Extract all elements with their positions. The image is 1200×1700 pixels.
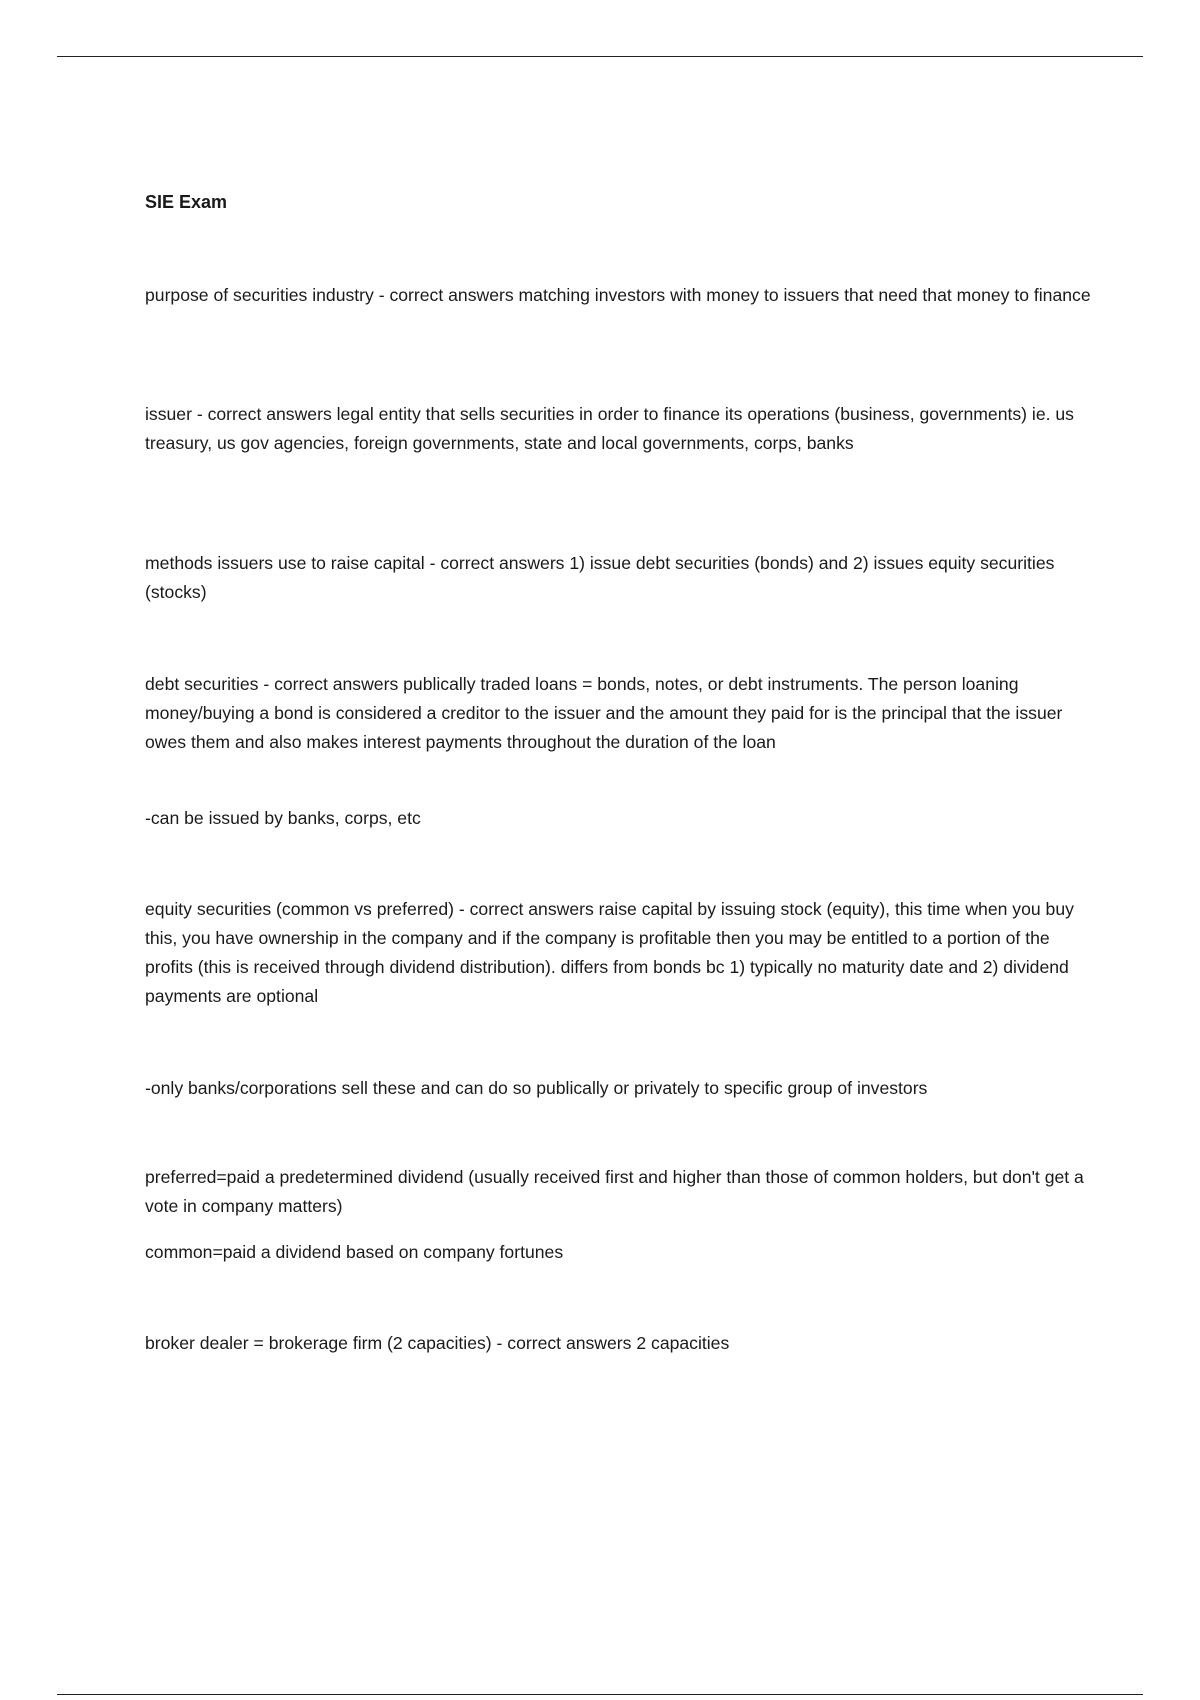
footer-rule [57,1694,1143,1695]
paragraph-issuer: issuer - correct answers legal entity that sells securities in order to finance its operations (business, governments) ie. us treasury, us gov agencies, foreign governments, state and local governments, corps, banks [145,404,1074,453]
paragraph-equity-securities: equity securities (common vs preferred) - correct answers raise capital by issuing stock (equity), this time when you buy this, you have ownership in the company and if the company is profitable then you may be entitled to a portion of the profits (this is received through dividend distribution). differs from bonds bc 1) typically no maturity date and 2) dividend payments are optional [145,899,1074,1006]
paragraph-debt-securities: debt securities - correct answers publically traded loans = bonds, notes, or debt instruments. The person loaning money/buying a bond is considered a creditor to the issuer and the amount they paid for is the principal that the issuer owes them and also makes interest payments throughout the duration of the loan [145,674,1063,752]
document-title: SIE Exam [145,192,228,212]
paragraph-equity-sellers-note: -only banks/corporations sell these and can do so publically or privately to specific group of investors [145,1078,928,1098]
header-rule [57,56,1143,57]
paragraph-methods-raise-capital: methods issuers use to raise capital - correct answers 1) issue debt securities (bonds) and 2) issues equity securities (stocks) [145,553,1055,602]
paragraph-preferred: preferred=paid a predetermined dividend (usually received first and higher than those of common holders, but don't get a vote in company matters) [145,1167,1084,1216]
paragraph-broker-dealer: broker dealer = brokerage firm (2 capacities) - correct answers 2 capacities [145,1333,730,1353]
paragraph-common: common=paid a dividend based on company fortunes [145,1242,564,1262]
paragraph-debt-issuers-note: -can be issued by banks, corps, etc [145,808,421,828]
paragraph-purpose-of-securities-industry: purpose of securities industry - correct answers matching investors with money to issuers that need that money to finance [145,285,1091,305]
